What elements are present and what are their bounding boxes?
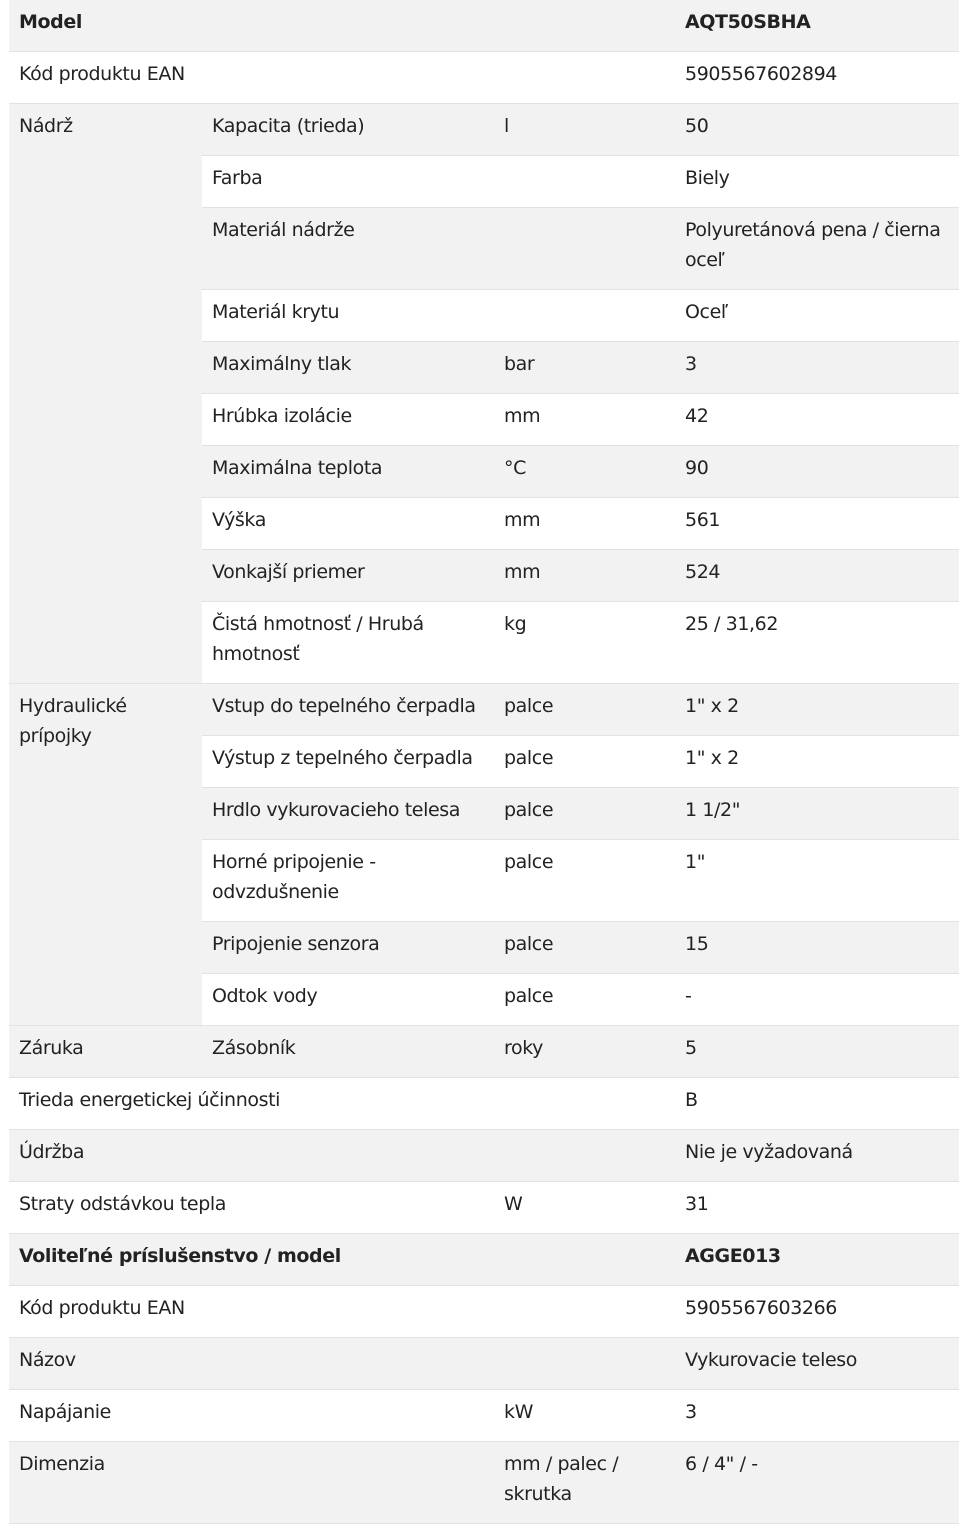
label-cell: Model bbox=[9, 0, 675, 52]
unit-cell bbox=[494, 156, 675, 208]
value-cell: 1 1/2" bbox=[675, 788, 959, 840]
value-cell: Polyuretánová pena / čierna oceľ bbox=[675, 208, 959, 290]
unit-cell: mm bbox=[494, 498, 675, 550]
value-cell: B bbox=[675, 1078, 959, 1130]
value-cell: 90 bbox=[675, 446, 959, 498]
label-cell: Kód produktu EAN bbox=[9, 1286, 675, 1338]
unit-cell: bar bbox=[494, 342, 675, 394]
parameter-cell: Zásobník bbox=[202, 1026, 494, 1078]
table-row bbox=[9, 1442, 959, 1524]
unit-cell: kg bbox=[494, 602, 675, 684]
table-row bbox=[9, 1286, 959, 1338]
unit-cell: palce bbox=[494, 974, 675, 1026]
value-cell: 15 bbox=[675, 922, 959, 974]
unit-cell: roky bbox=[494, 1026, 675, 1078]
table-row bbox=[9, 0, 959, 52]
value-cell: 25 / 31,62 bbox=[675, 602, 959, 684]
value-cell: 524 bbox=[675, 550, 959, 602]
table-row bbox=[9, 684, 959, 736]
value-cell: Biely bbox=[675, 156, 959, 208]
parameter-cell: Hrúbka izolácie bbox=[202, 394, 494, 446]
parameter-cell: Materiál nádrže bbox=[202, 208, 494, 290]
value-cell: 5905567603266 bbox=[675, 1286, 959, 1338]
table-row bbox=[9, 1182, 959, 1234]
value-cell: 3 bbox=[675, 342, 959, 394]
value-cell: 3 bbox=[675, 1390, 959, 1442]
parameter-cell: Maximálny tlak bbox=[202, 342, 494, 394]
unit-cell: palce bbox=[494, 922, 675, 974]
table-row bbox=[9, 1078, 959, 1130]
table-row bbox=[9, 52, 959, 104]
parameter-cell: Výška bbox=[202, 498, 494, 550]
unit-cell: mm / palec / skrutka bbox=[494, 1442, 675, 1524]
value-cell: - bbox=[675, 974, 959, 1026]
label-cell: Záruka bbox=[9, 1026, 202, 1078]
value-cell: 561 bbox=[675, 498, 959, 550]
unit-cell: kW bbox=[494, 1390, 675, 1442]
label-cell: Údržba bbox=[9, 1130, 675, 1182]
group-cell-hydraulic: Hydraulické prípojky bbox=[9, 684, 202, 1026]
label-cell: Trieda energetickej účinnosti bbox=[9, 1078, 675, 1130]
parameter-cell: Vstup do tepelného čerpadla bbox=[202, 684, 494, 736]
specification-table bbox=[9, 0, 959, 1524]
value-cell: AQT50SBHA bbox=[675, 0, 959, 52]
value-cell: 1" x 2 bbox=[675, 684, 959, 736]
unit-cell: °C bbox=[494, 446, 675, 498]
parameter-cell: Odtok vody bbox=[202, 974, 494, 1026]
parameter-cell: Materiál krytu bbox=[202, 290, 494, 342]
table-row bbox=[9, 1234, 959, 1286]
value-cell: 50 bbox=[675, 104, 959, 156]
unit-cell: mm bbox=[494, 394, 675, 446]
unit-cell: palce bbox=[494, 736, 675, 788]
value-cell: Vykurovacie teleso bbox=[675, 1338, 959, 1390]
unit-cell: palce bbox=[494, 684, 675, 736]
table-row bbox=[9, 1390, 959, 1442]
label-cell: Voliteľné príslušenstvo / model bbox=[9, 1234, 675, 1286]
unit-cell: l bbox=[494, 104, 675, 156]
value-cell: 6 / 4" / - bbox=[675, 1442, 959, 1524]
parameter-cell: Hrdlo vykurovacieho telesa bbox=[202, 788, 494, 840]
unit-cell: palce bbox=[494, 840, 675, 922]
label-cell: Názov bbox=[9, 1338, 675, 1390]
label-cell: Kód produktu EAN bbox=[9, 52, 675, 104]
parameter-cell: Čistá hmotnosť / Hrubá hmotnosť bbox=[202, 602, 494, 684]
parameter-cell: Horné pripojenie - odvzdušnenie bbox=[202, 840, 494, 922]
parameter-cell: Vonkajší priemer bbox=[202, 550, 494, 602]
value-cell: Nie je vyžadovaná bbox=[675, 1130, 959, 1182]
value-cell: AGGE013 bbox=[675, 1234, 959, 1286]
value-cell: 42 bbox=[675, 394, 959, 446]
label-cell: Napájanie bbox=[9, 1390, 494, 1442]
unit-cell: mm bbox=[494, 550, 675, 602]
unit-cell bbox=[494, 290, 675, 342]
parameter-cell: Maximálna teplota bbox=[202, 446, 494, 498]
parameter-cell: Pripojenie senzora bbox=[202, 922, 494, 974]
parameter-cell: Farba bbox=[202, 156, 494, 208]
label-cell: Dimenzia bbox=[9, 1442, 494, 1524]
group-cell-tank: Nádrž bbox=[9, 104, 202, 684]
value-cell: 1" x 2 bbox=[675, 736, 959, 788]
value-cell: Oceľ bbox=[675, 290, 959, 342]
unit-cell bbox=[494, 208, 675, 290]
value-cell: 5905567602894 bbox=[675, 52, 959, 104]
table-row bbox=[9, 1338, 959, 1390]
unit-cell: palce bbox=[494, 788, 675, 840]
parameter-cell: Výstup z tepelného čerpadla bbox=[202, 736, 494, 788]
unit-cell: W bbox=[494, 1182, 675, 1234]
table-row bbox=[9, 1026, 959, 1078]
label-cell: Straty odstávkou tepla bbox=[9, 1182, 494, 1234]
table-row bbox=[9, 1130, 959, 1182]
parameter-cell: Kapacita (trieda) bbox=[202, 104, 494, 156]
value-cell: 31 bbox=[675, 1182, 959, 1234]
table-row bbox=[9, 104, 959, 156]
value-cell: 1" bbox=[675, 840, 959, 922]
value-cell: 5 bbox=[675, 1026, 959, 1078]
